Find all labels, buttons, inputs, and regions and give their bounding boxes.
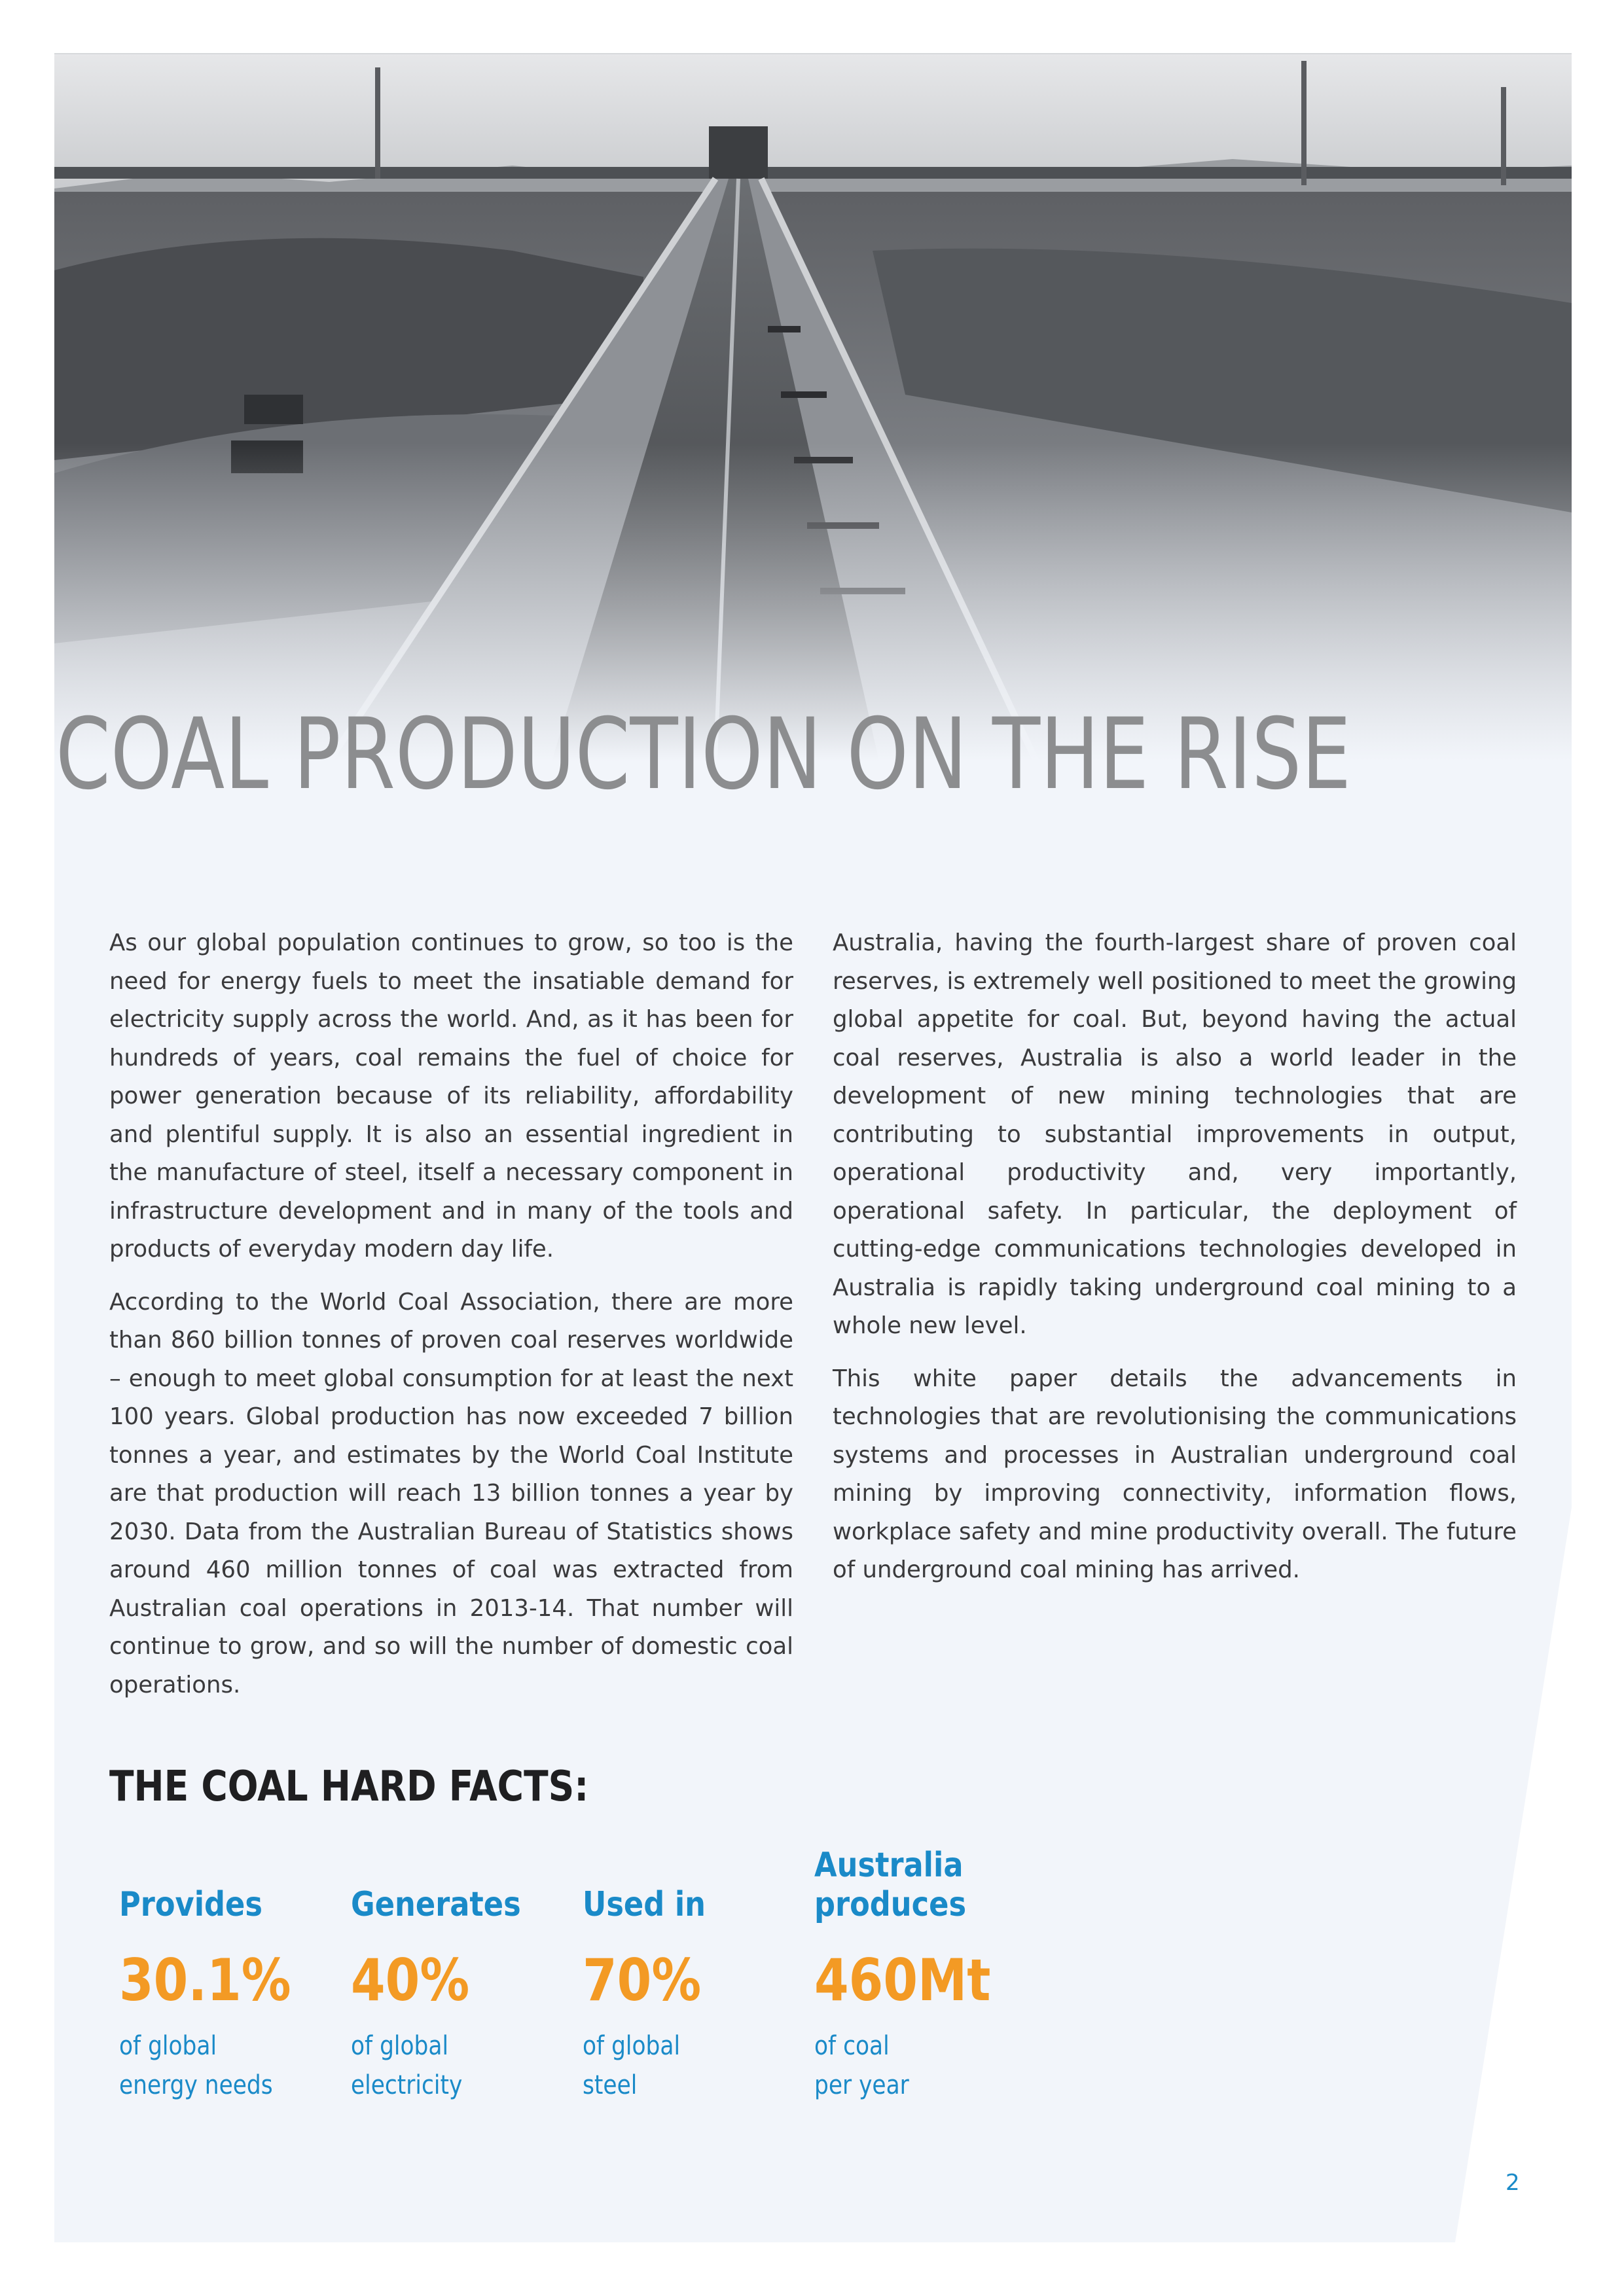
fact-item	[814, 1846, 1037, 2105]
fact-value: 460Mt	[814, 1946, 991, 2014]
fact-description: of global energy needs	[119, 2031, 273, 2100]
fact-description: of global steel	[583, 2031, 681, 2100]
body-column-left	[109, 924, 793, 1719]
fact-description: of coal per year	[814, 2031, 909, 2100]
body-paragraph: According to the World Coal Association, there are more than 860 billion tonnes of proven coal reserves worldwide – enough to meet global consumption for at least the next 100 years. Global production has now exceeded 7 billion tonnes a year, and estimates by the World Coal Institute are that production will reach 13 billion tonnes a year by 2030. Data from the Australian Bureau of Statistics shows around 460 million tonnes of coal was extracted from Australian coal operations in 2013-14. That number will continue to grow, and so will the number of domestic coal operations.	[109, 1288, 793, 1698]
fact-label: Generates	[351, 1885, 521, 1924]
fact-description: of global electricity	[351, 2031, 463, 2100]
hero-photo	[54, 54, 1572, 761]
fact-item	[351, 1846, 573, 2105]
body-paragraph: As our global population continues to grow, so too is the need for energy fuels to meet the insatiable demand for electricity supply across the world. And, as it has been for hundreds of years, coal remains the fuel of choice for power generation because of its reliability, affordability and plentiful supply. It is also an essential ingredient in the manufacture of steel, itself a necessary component in infrastructure development and in many of the tools and products of everyday modern day life.	[109, 929, 793, 1263]
fact-value: 40%	[351, 1946, 470, 2014]
fact-label: Used in	[583, 1885, 706, 1924]
top-rule	[54, 53, 1572, 54]
page-title: COAL PRODUCTION ON THE RISE	[56, 698, 1352, 812]
body-column-right	[833, 924, 1517, 1604]
fact-item	[119, 1846, 342, 2105]
fact-value: 30.1%	[119, 1946, 291, 2014]
facts-heading: THE COAL HARD FACTS:	[109, 1763, 589, 1811]
body-paragraph: Australia, having the fourth-largest share of proven coal reserves, is extremely well positioned to meet the growing global appetite for coal. But, beyond having the actual coal reserves, Australia is also a world leader in the development of new mining technologies that are contributing to substantial improvements in output, operational productivity and, very importantly, operational safety. In particular, the deployment of cutting-edge communications technologies developed in Australia is rapidly taking underground coal mining to a whole new level.	[833, 929, 1517, 1339]
fact-label: Provides	[119, 1885, 263, 1924]
fact-item	[583, 1846, 805, 2105]
body-paragraph: This white paper details the advancements in technologies that are revolutionising the communications systems and processes in Australian underground coal mining by improving connectivity, information flows, workplace safety and mine productivity overall. The future of underground coal mining has arrived.	[833, 1365, 1517, 1583]
fact-label: Australia produces	[814, 1846, 967, 1924]
fact-value: 70%	[583, 1946, 702, 2014]
page-number: 2	[1506, 2170, 1520, 2196]
